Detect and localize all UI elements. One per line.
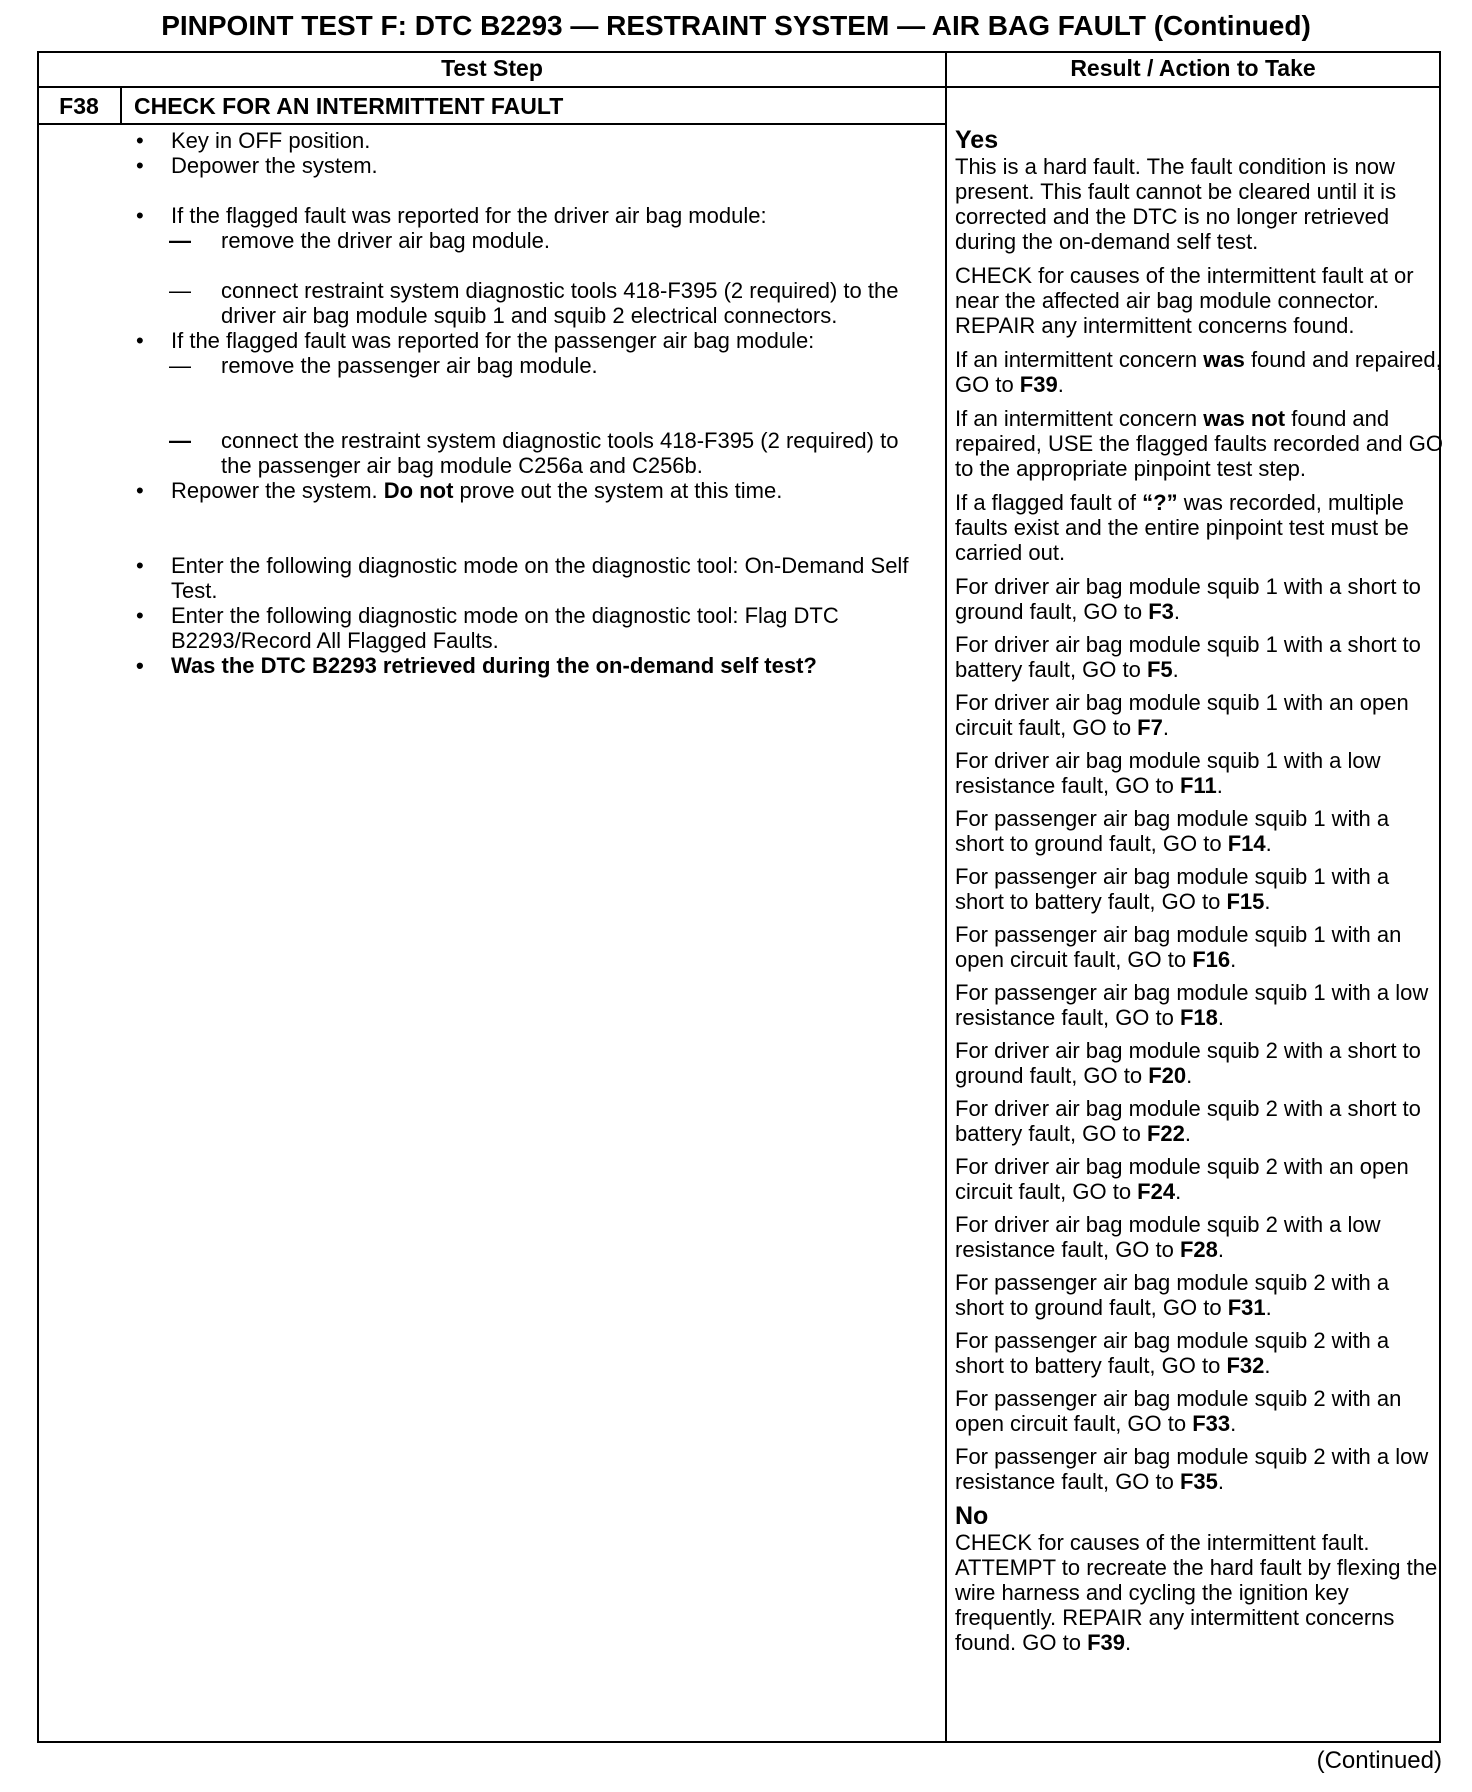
action-item: For driver air bag module squib 1 with an open circuit fault, GO to F7. bbox=[955, 690, 1409, 740]
no-text: CHECK for causes of the intermittent fault. ATTEMPT to recreate the hard fault by flexing the wire harness and cycling the ignition key frequently. REPAIR any intermittent concerns found. GO to F39. bbox=[955, 1530, 1438, 1655]
goto-target: F18 bbox=[1179, 1005, 1218, 1030]
goto-target: F33 bbox=[1192, 1411, 1231, 1436]
list-item: • Enter the following diagnostic mode on the diagnostic tool: On-Demand Self Test. bbox=[136, 553, 909, 603]
goto-target: F3 bbox=[1148, 599, 1174, 624]
list-item: • Was the DTC B2293 retrieved during the on-demand self test? bbox=[136, 653, 817, 678]
header-test-step: Test Step bbox=[441, 55, 543, 81]
yes-text: This is a hard fault. The fault condition is now present. This fault cannot be cleared until it is corrected and the DTC is no longer retrieved during the on-demand self test. bbox=[955, 154, 1397, 254]
list-item: • If the flagged fault was reported for the driver air bag module: bbox=[136, 203, 767, 228]
step-id: F38 bbox=[59, 93, 99, 119]
no-label: No bbox=[955, 1502, 989, 1530]
list-item: • Key in OFF position. bbox=[136, 128, 371, 153]
sub-item: — remove the passenger air bag module. bbox=[169, 353, 598, 378]
goto-target: F22 bbox=[1146, 1121, 1185, 1146]
goto-target: F31 bbox=[1227, 1295, 1266, 1320]
step-title: CHECK FOR AN INTERMITTENT FAULT bbox=[134, 93, 564, 119]
column-divider bbox=[945, 51, 947, 1743]
goto-target: F35 bbox=[1179, 1469, 1218, 1494]
action-item: For passenger air bag module squib 1 with a low resistance fault, GO to F18. bbox=[955, 980, 1429, 1030]
sub-item: — connect restraint system diagnostic tools 418-F395 (2 required) to the driver air bag module squib 1 and squib 2 electrical connectors. bbox=[169, 278, 899, 328]
action-item: For driver air bag module squib 1 with a low resistance fault, GO to F11. bbox=[955, 748, 1381, 798]
list-item: • Repower the system. Do not prove out the system at this time. bbox=[136, 478, 783, 503]
action-item: For driver air bag module squib 1 with a short to battery fault, GO to F5. bbox=[955, 632, 1421, 682]
action-item: For passenger air bag module squib 2 with a short to battery fault, GO to F32. bbox=[955, 1328, 1390, 1378]
goto-target: F5 bbox=[1146, 657, 1173, 682]
action-item: For driver air bag module squib 2 with an open circuit fault, GO to F24. bbox=[955, 1154, 1409, 1204]
found-text: If an intermittent concern was found and repaired, GO to F39. bbox=[955, 347, 1442, 397]
goto-target: F15 bbox=[1226, 889, 1265, 914]
step-id-divider bbox=[120, 86, 122, 124]
action-item: For passenger air bag module squib 1 with a short to ground fault, GO to F14. bbox=[955, 806, 1390, 856]
action-item: For driver air bag module squib 1 with a short to ground fault, GO to F3. bbox=[955, 574, 1421, 624]
action-item: For passenger air bag module squib 2 with an open circuit fault, GO to F33. bbox=[955, 1386, 1402, 1436]
yes-label: Yes bbox=[955, 126, 999, 154]
test-step-content bbox=[133, 128, 933, 678]
list-item: • Depower the system. bbox=[136, 153, 378, 178]
goto-target: F24 bbox=[1137, 1179, 1176, 1204]
list-item: • If the flagged fault was reported for the passenger air bag module: bbox=[136, 328, 815, 353]
action-item: For driver air bag module squib 2 with a short to battery fault, GO to F22. bbox=[955, 1096, 1421, 1146]
multiple-faults-text: If a flagged fault of “?” was recorded, multiple faults exist and the entire pinpoint test must be carried out. bbox=[955, 490, 1409, 565]
page-title: PINPOINT TEST F: DTC B2293 — RESTRAINT SYSTEM — AIR BAG FAULT (Continued) bbox=[161, 10, 1311, 41]
goto-target: F16 bbox=[1192, 947, 1231, 972]
result-content bbox=[955, 126, 1443, 1664]
goto-target: F28 bbox=[1179, 1237, 1218, 1262]
sub-item: — remove the driver air bag module. bbox=[169, 228, 550, 253]
action-item: For passenger air bag module squib 1 with an open circuit fault, GO to F16. bbox=[955, 922, 1402, 972]
action-item: For driver air bag module squib 2 with a short to ground fault, GO to F20. bbox=[955, 1038, 1421, 1088]
goto-target: F7 bbox=[1137, 715, 1163, 740]
header-result: Result / Action to Take bbox=[1070, 55, 1316, 81]
continued-footer: (Continued) bbox=[1316, 1747, 1442, 1774]
goto-target: F11 bbox=[1179, 773, 1217, 798]
action-list bbox=[955, 574, 1443, 1494]
goto-target: F14 bbox=[1227, 831, 1266, 856]
goto-target: F20 bbox=[1148, 1063, 1187, 1088]
action-item: For passenger air bag module squib 2 with a low resistance fault, GO to F35. bbox=[955, 1444, 1429, 1494]
list-item: • Enter the following diagnostic mode on the diagnostic tool: Flag DTC B2293/Record All Flagged Faults. bbox=[136, 603, 839, 653]
action-item: For passenger air bag module squib 2 with a short to ground fault, GO to F31. bbox=[955, 1270, 1390, 1320]
sub-item: — connect the restraint system diagnostic tools 418-F395 (2 required) to the passenger air bag module C256a and C256b. bbox=[169, 428, 899, 478]
not-found-text: If an intermittent concern was not found and repaired, USE the flagged faults recorded and GO to the appropriate pinpoint test step. bbox=[955, 406, 1443, 481]
action-item: For passenger air bag module squib 1 with a short to battery fault, GO to F15. bbox=[955, 864, 1390, 914]
check-text: CHECK for causes of the intermittent fault at or near the affected air bag module connector. REPAIR any intermittent concerns found. bbox=[955, 263, 1414, 338]
action-item: For driver air bag module squib 2 with a low resistance fault, GO to F28. bbox=[955, 1212, 1381, 1262]
goto-target: F32 bbox=[1226, 1353, 1265, 1378]
